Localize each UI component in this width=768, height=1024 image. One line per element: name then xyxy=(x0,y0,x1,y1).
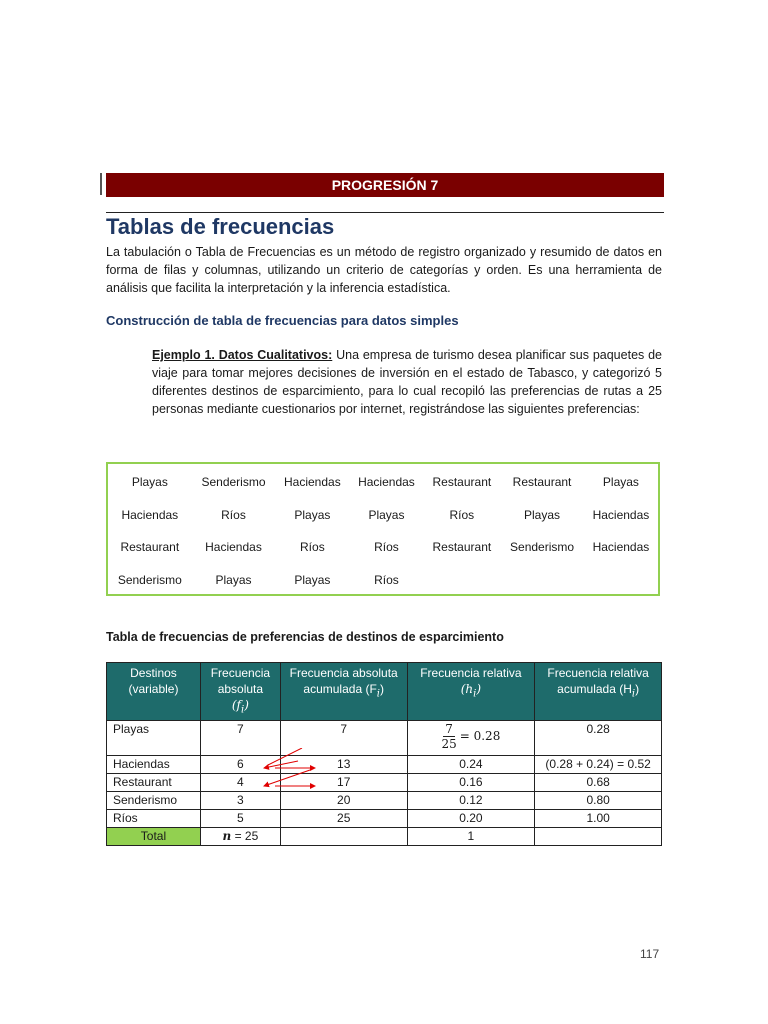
section-subheading: Construcción de tabla de frecuencias para datos simples xyxy=(106,313,459,328)
cell-Hi: 0.28 xyxy=(535,721,662,756)
raw-data-cell: Haciendas xyxy=(205,540,262,555)
page-title: Tablas de frecuencias xyxy=(106,214,335,239)
cell-Hi: 0.80 xyxy=(535,792,662,810)
raw-data-cell xyxy=(424,564,501,597)
table-row xyxy=(107,774,662,792)
total-label: Total xyxy=(107,828,201,846)
banner-edge-mark xyxy=(100,173,102,195)
cell-fi: 6 xyxy=(200,756,280,774)
header-frecuencia-absoluta: Frecuencia absoluta $(f_i)$ xyxy=(200,663,280,721)
cell-Fi: 7 xyxy=(280,721,407,756)
table-caption: Tabla de frecuencias de preferencias de destinos de esparcimiento xyxy=(106,630,504,644)
raw-data-table xyxy=(108,466,658,596)
raw-data-cell: Haciendas xyxy=(121,507,179,522)
cell-hi: 0.20 xyxy=(407,810,535,828)
raw-data-row xyxy=(108,531,658,564)
raw-data-cell: Playas xyxy=(602,475,639,490)
raw-data-cell: Restaurant xyxy=(432,540,492,555)
raw-data-cell: Senderismo xyxy=(117,572,182,587)
cumulative-sum-arrows xyxy=(240,748,330,793)
cell-Fi: 25 xyxy=(280,810,407,828)
cell-destino: Playas xyxy=(107,721,201,756)
raw-data-cell: Haciendas xyxy=(284,475,341,490)
cell-hi: 0.12 xyxy=(407,792,535,810)
total-empty-cell xyxy=(535,828,662,846)
raw-data-cell: Ríos xyxy=(374,572,399,587)
raw-data-cell: Ríos xyxy=(221,507,246,522)
raw-data-cell: Ríos xyxy=(374,540,399,555)
cell-fi: 7 xyxy=(200,721,280,756)
table-row xyxy=(107,810,662,828)
raw-data-cell: Haciendas xyxy=(592,540,650,555)
total-n: n = 25 xyxy=(200,828,280,846)
cell-Fi: 13 xyxy=(280,756,407,774)
table-row xyxy=(107,721,662,756)
raw-data-cell: Playas xyxy=(215,572,252,587)
page-number: 117 xyxy=(640,947,660,961)
cell-destino: Ríos xyxy=(107,810,201,828)
cell-Hi: 0.68 xyxy=(535,774,662,792)
cell-fi: 5 xyxy=(200,810,280,828)
header-frecuencia-relativa-acumulada: Frecuencia relativa acumulada $(H_i)$ xyxy=(535,663,662,721)
cell-destino: Haciendas xyxy=(107,756,201,774)
total-hi: 1 xyxy=(407,828,535,846)
cell-destino: Restaurant xyxy=(107,774,201,792)
raw-data-cell: Playas xyxy=(294,507,331,522)
total-row xyxy=(107,828,662,846)
raw-data-row xyxy=(108,499,658,532)
cell-fi: 3 xyxy=(200,792,280,810)
cell-fi: 4 xyxy=(200,774,280,792)
raw-data-cell: Senderismo xyxy=(201,475,266,490)
cell-hi: 0.24 xyxy=(407,756,535,774)
section-banner: PROGRESIÓN 7 xyxy=(106,173,664,197)
frequency-table-header xyxy=(107,663,662,721)
raw-data-cell xyxy=(500,564,584,597)
cell-hi-fraction xyxy=(407,721,535,756)
cell-Hi: 1.00 xyxy=(535,810,662,828)
cell-destino: Senderismo xyxy=(107,792,201,810)
raw-data-row xyxy=(108,564,658,597)
raw-data-cell: Haciendas xyxy=(592,507,650,522)
cell-Fi: 17 xyxy=(280,774,407,792)
raw-data-box xyxy=(106,462,660,596)
fraction: $\frac{7}{25}$ = 0.28 xyxy=(441,722,501,752)
raw-data-cell: Restaurant xyxy=(120,540,180,555)
cell-Hi: (0.28 + 0.24) = 0.52 xyxy=(535,756,662,774)
title-rule xyxy=(106,212,664,213)
raw-data-cell: Playas xyxy=(368,507,405,522)
arrow-up-line xyxy=(268,748,302,765)
raw-data-row xyxy=(108,466,658,499)
example-text: Una empresa de turismo desea planificar sus paquetes de viaje para tomar mejores decisiones de inversión en el estado de Tabasco, y categorizó 5 diferentes destinos de esparcimiento, para lo cual recopiló las preferencias de rutas a 25 personas mediante cuestionarios por internet, registrándose las siguientes preferencias: xyxy=(152,348,662,416)
table-row xyxy=(107,792,662,810)
header-frecuencia-relativa: Frecuencia relativa $(h_i)$ xyxy=(407,663,535,721)
example-lead: Ejemplo 1. Datos Cualitativos: xyxy=(152,348,333,362)
raw-data-cell: Ríos xyxy=(300,540,325,555)
raw-data-cell: Senderismo xyxy=(510,540,575,555)
header-frecuencia-absoluta-acumulada: Frecuencia absoluta acumulada $(F_i)$ xyxy=(280,663,407,721)
raw-data-cell: Ríos xyxy=(449,507,475,522)
raw-data-cell: Playas xyxy=(294,572,331,587)
arrow-to-4 xyxy=(264,770,310,786)
raw-data-cell: Playas xyxy=(131,475,168,490)
table-row xyxy=(107,756,662,774)
frequency-table xyxy=(106,662,662,846)
example-paragraph xyxy=(152,346,662,418)
raw-data-cell: Restaurant xyxy=(432,475,492,490)
raw-data-cell xyxy=(584,564,658,597)
raw-data-cell: Haciendas xyxy=(358,475,415,490)
intro-paragraph: La tabulación o Tabla de Frecuencias es un método de registro organizado y resumido de datos en forma de filas y columnas, utilizando un criterio de categorías y orden. Es una herramienta de análisis que facilita la interpretación y la inferencia estadística. xyxy=(106,245,662,295)
cell-hi: 0.16 xyxy=(407,774,535,792)
header-destinos: Destinos (variable) xyxy=(107,663,201,721)
total-empty-cell xyxy=(280,828,407,846)
raw-data-cell: Playas xyxy=(524,507,561,522)
raw-data-cell: Restaurant xyxy=(512,475,572,490)
cell-Fi: 20 xyxy=(280,792,407,810)
